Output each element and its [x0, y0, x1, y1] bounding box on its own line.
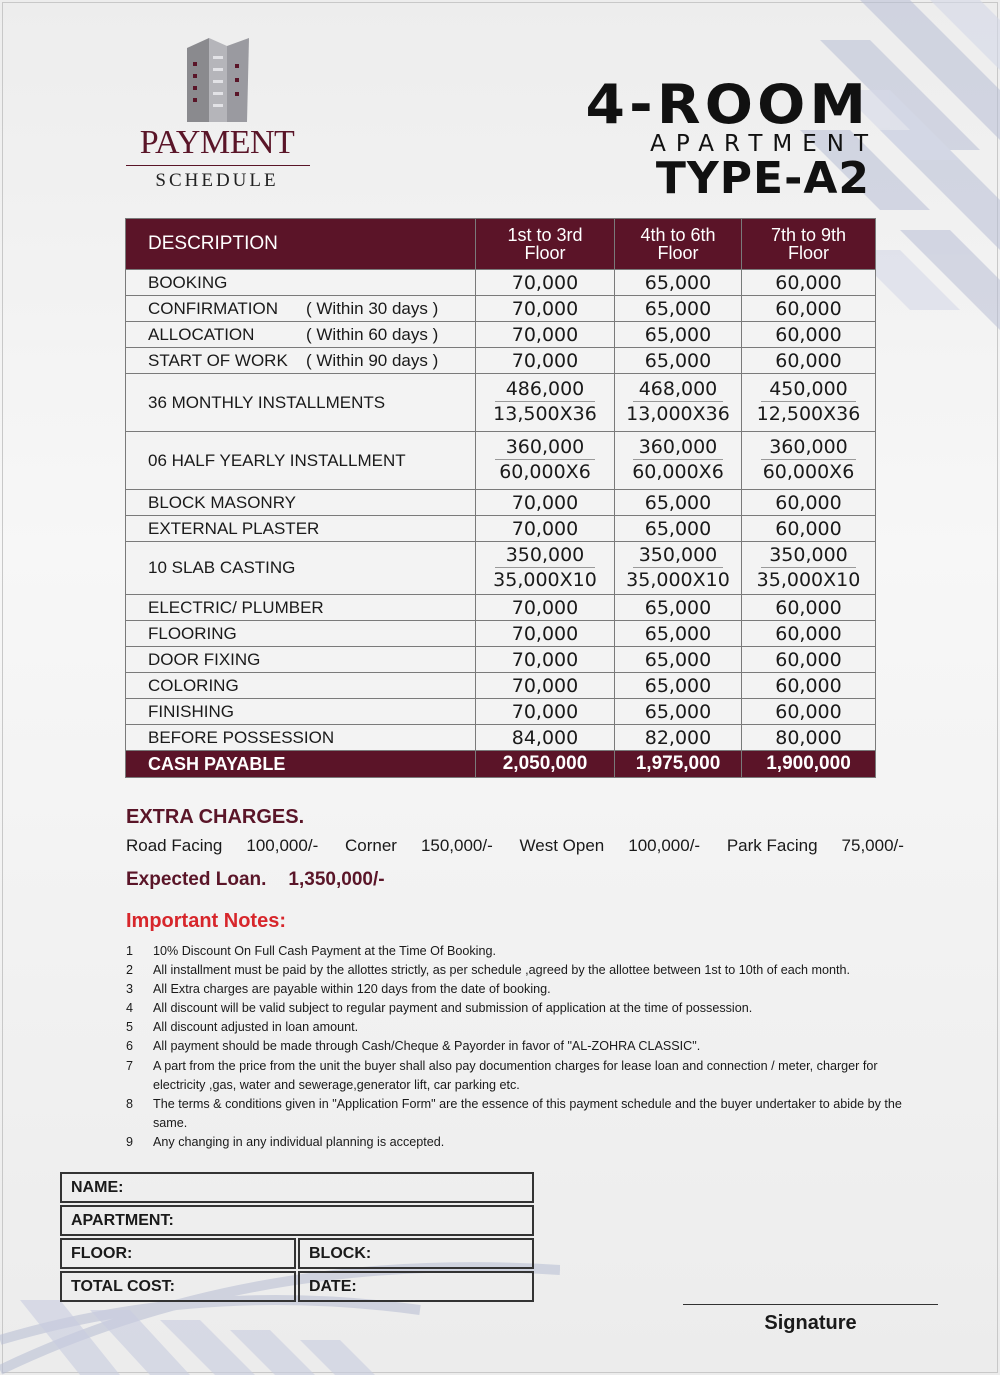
signature-line[interactable] — [683, 1304, 938, 1305]
table-row — [126, 725, 876, 751]
row-value: 65,000 — [615, 348, 742, 374]
row-label: 36 MONTHLY INSTALLMENTS — [126, 374, 476, 432]
expected-loan-value: 1,350,000/- — [288, 869, 385, 890]
column-header-description: DESCRIPTION — [126, 219, 476, 270]
table-row — [126, 699, 876, 725]
list-item: 9 Any changing in any individual planning is accepted. — [126, 1134, 445, 1149]
row-value: 60,000 — [742, 348, 876, 374]
payment-schedule-table — [125, 218, 876, 778]
list-item: 5 All discount adjusted in loan amount. — [126, 1020, 359, 1035]
list-item: 7 A part from the price from the unit the buyer shall also pay documention charges for lease loan and connection / meter, charger for electricity ,gas, water and sewerage,generator lift, car parking etc. — [126, 1058, 878, 1092]
list-item: 6 All payment should be made through Cash/Cheque & Payorder in favor of "AL-ZOHRA CLASSIC". — [126, 1039, 701, 1054]
row-value: 350,000 35,000X10 — [476, 542, 615, 595]
row-label: START OF WORK ( Within 90 days ) — [126, 348, 476, 374]
row-value: 65,000 — [615, 699, 742, 725]
row-label: ELECTRIC/ PLUMBER — [126, 595, 476, 621]
row-label: 06 HALF YEARLY INSTALLMENT — [126, 432, 476, 490]
extra-charge-amount: 150,000/- — [420, 836, 493, 855]
row-value: 70,000 — [476, 699, 615, 725]
row-value: 350,000 35,000X10 — [615, 542, 742, 595]
table-row — [126, 673, 876, 699]
extra-charge-label: Corner — [344, 836, 397, 855]
row-label: COLORING — [126, 673, 476, 699]
table-header-row — [126, 219, 876, 270]
row-value: 360,000 60,000X6 — [476, 432, 615, 490]
row-label: ALLOCATION ( Within 60 days ) — [126, 322, 476, 348]
row-value: 70,000 — [476, 595, 615, 621]
column-header-floor-4-6: 4th to 6th Floor — [615, 219, 742, 270]
list-item: 8 The terms & conditions given in "Application Form" are the essence of this payment schedule and the buyer undertaker to abide by the same. — [126, 1096, 902, 1130]
column-header-floor-1-3: 1st to 3rd Floor — [476, 219, 615, 270]
date-field[interactable]: DATE: — [298, 1271, 534, 1302]
table-row — [126, 490, 876, 516]
table-row — [126, 322, 876, 348]
row-value: 65,000 — [615, 322, 742, 348]
row-value: 70,000 — [476, 322, 615, 348]
block-field[interactable]: BLOCK: — [298, 1238, 534, 1269]
total-label: CASH PAYABLE — [126, 751, 476, 778]
row-value: 65,000 — [615, 490, 742, 516]
row-value: 65,000 — [615, 647, 742, 673]
total-value: 1,975,000 — [615, 751, 742, 778]
row-label: CONFIRMATION ( Within 30 days ) — [126, 296, 476, 322]
name-field[interactable]: NAME: — [60, 1172, 534, 1203]
row-value: 360,000 60,000X6 — [615, 432, 742, 490]
row-value: 486,000 13,500X36 — [476, 374, 615, 432]
extra-charges-title: EXTRA CHARGES. — [126, 806, 305, 828]
row-value: 70,000 — [476, 673, 615, 699]
signature-label: Signature — [764, 1312, 857, 1334]
total-value: 2,050,000 — [476, 751, 615, 778]
row-value: 60,000 — [742, 270, 876, 296]
apartment-field[interactable]: APARTMENT: — [60, 1205, 534, 1236]
apartment-heading — [585, 73, 878, 204]
column-header-floor-7-9: 7th to 9th Floor — [742, 219, 876, 270]
important-notes-list — [126, 942, 916, 1152]
heading-apartment: APARTMENT — [650, 131, 878, 157]
row-value: 80,000 — [742, 725, 876, 751]
row-value: 70,000 — [476, 490, 615, 516]
list-item: 1 10% Discount On Full Cash Payment at the Time Of Booking. — [126, 944, 496, 958]
table-row — [126, 270, 876, 296]
row-value: 84,000 — [476, 725, 615, 751]
row-label: EXTERNAL PLASTER — [126, 516, 476, 542]
table-row — [126, 516, 876, 542]
row-value: 70,000 — [476, 621, 615, 647]
extra-charges-list — [126, 836, 926, 856]
row-value: 65,000 — [615, 296, 742, 322]
row-value: 450,000 12,500X36 — [742, 374, 876, 432]
logo-divider — [126, 165, 310, 166]
row-value: 65,000 — [615, 595, 742, 621]
building-icon — [177, 34, 257, 122]
row-value: 60,000 — [742, 673, 876, 699]
row-value: 60,000 — [742, 699, 876, 725]
row-value: 60,000 — [742, 296, 876, 322]
table-row — [126, 348, 876, 374]
extra-charge-amount: 100,000/- — [628, 836, 701, 855]
extra-charge-label: Road Facing — [126, 836, 223, 855]
logo-subtitle: SCHEDULE — [155, 170, 279, 191]
row-label: DOOR FIXING — [126, 647, 476, 673]
table-row — [126, 621, 876, 647]
row-label: BEFORE POSSESSION — [126, 725, 476, 751]
heading-type: TYPE-A2 — [655, 153, 870, 204]
row-value: 350,000 35,000X10 — [742, 542, 876, 595]
row-note: ( Within 60 days ) — [306, 324, 439, 344]
table-total-row — [126, 751, 876, 778]
row-value: 60,000 — [742, 595, 876, 621]
row-label: FINISHING — [126, 699, 476, 725]
row-value: 70,000 — [476, 647, 615, 673]
row-value: 60,000 — [742, 490, 876, 516]
expected-loan-label: Expected Loan. — [126, 869, 267, 890]
logo-title: PAYMENT — [139, 124, 295, 161]
row-value: 468,000 13,000X36 — [615, 374, 742, 432]
row-value: 65,000 — [615, 270, 742, 296]
row-value: 60,000 — [742, 621, 876, 647]
row-value: 60,000 — [742, 516, 876, 542]
list-item: 2 All installment must be paid by the allottes strictly, as per schedule ,agreed by the allottee between 1st to 10th of each month. — [126, 963, 851, 978]
extra-charge-amount: 100,000/- — [246, 836, 319, 855]
row-value: 70,000 — [476, 348, 615, 374]
row-value: 65,000 — [615, 516, 742, 542]
row-label: BOOKING — [126, 270, 476, 296]
list-item: 4 All discount will be valid subject to regular payment and submission of application at the time of possession. — [126, 1001, 753, 1016]
row-value: 360,000 60,000X6 — [742, 432, 876, 490]
total-cost-field[interactable]: TOTAL COST: — [60, 1271, 296, 1302]
extra-charge-label: Park Facing — [726, 836, 818, 855]
row-label: 10 SLAB CASTING — [126, 542, 476, 595]
extra-charge-label: West Open — [519, 836, 605, 855]
payment-schedule-logo — [122, 34, 312, 194]
heading-room-count: 4-ROOM — [585, 73, 870, 136]
total-value: 1,900,000 — [742, 751, 876, 778]
row-value: 82,000 — [615, 725, 742, 751]
important-notes-title: Important Notes: — [126, 910, 286, 932]
expected-loan — [126, 869, 385, 891]
list-item: 3 All Extra charges are payable within 120 days from the date of booking. — [126, 982, 551, 997]
row-note: ( Within 30 days ) — [306, 298, 439, 318]
row-value: 70,000 — [476, 270, 615, 296]
row-label: BLOCK MASONRY — [126, 490, 476, 516]
table-row — [126, 296, 876, 322]
table-row — [126, 647, 876, 673]
row-value: 65,000 — [615, 673, 742, 699]
row-value: 65,000 — [615, 621, 742, 647]
row-value: 70,000 — [476, 296, 615, 322]
row-value: 60,000 — [742, 647, 876, 673]
table-row — [126, 542, 876, 595]
row-value: 60,000 — [742, 322, 876, 348]
extra-charge-amount: 75,000/- — [841, 836, 904, 855]
floor-field[interactable]: FLOOR: — [60, 1238, 296, 1269]
table-row — [126, 432, 876, 490]
row-value: 70,000 — [476, 516, 615, 542]
table-row — [126, 374, 876, 432]
row-label: FLOORING — [126, 621, 476, 647]
row-note: ( Within 90 days ) — [306, 350, 439, 370]
table-row — [126, 595, 876, 621]
